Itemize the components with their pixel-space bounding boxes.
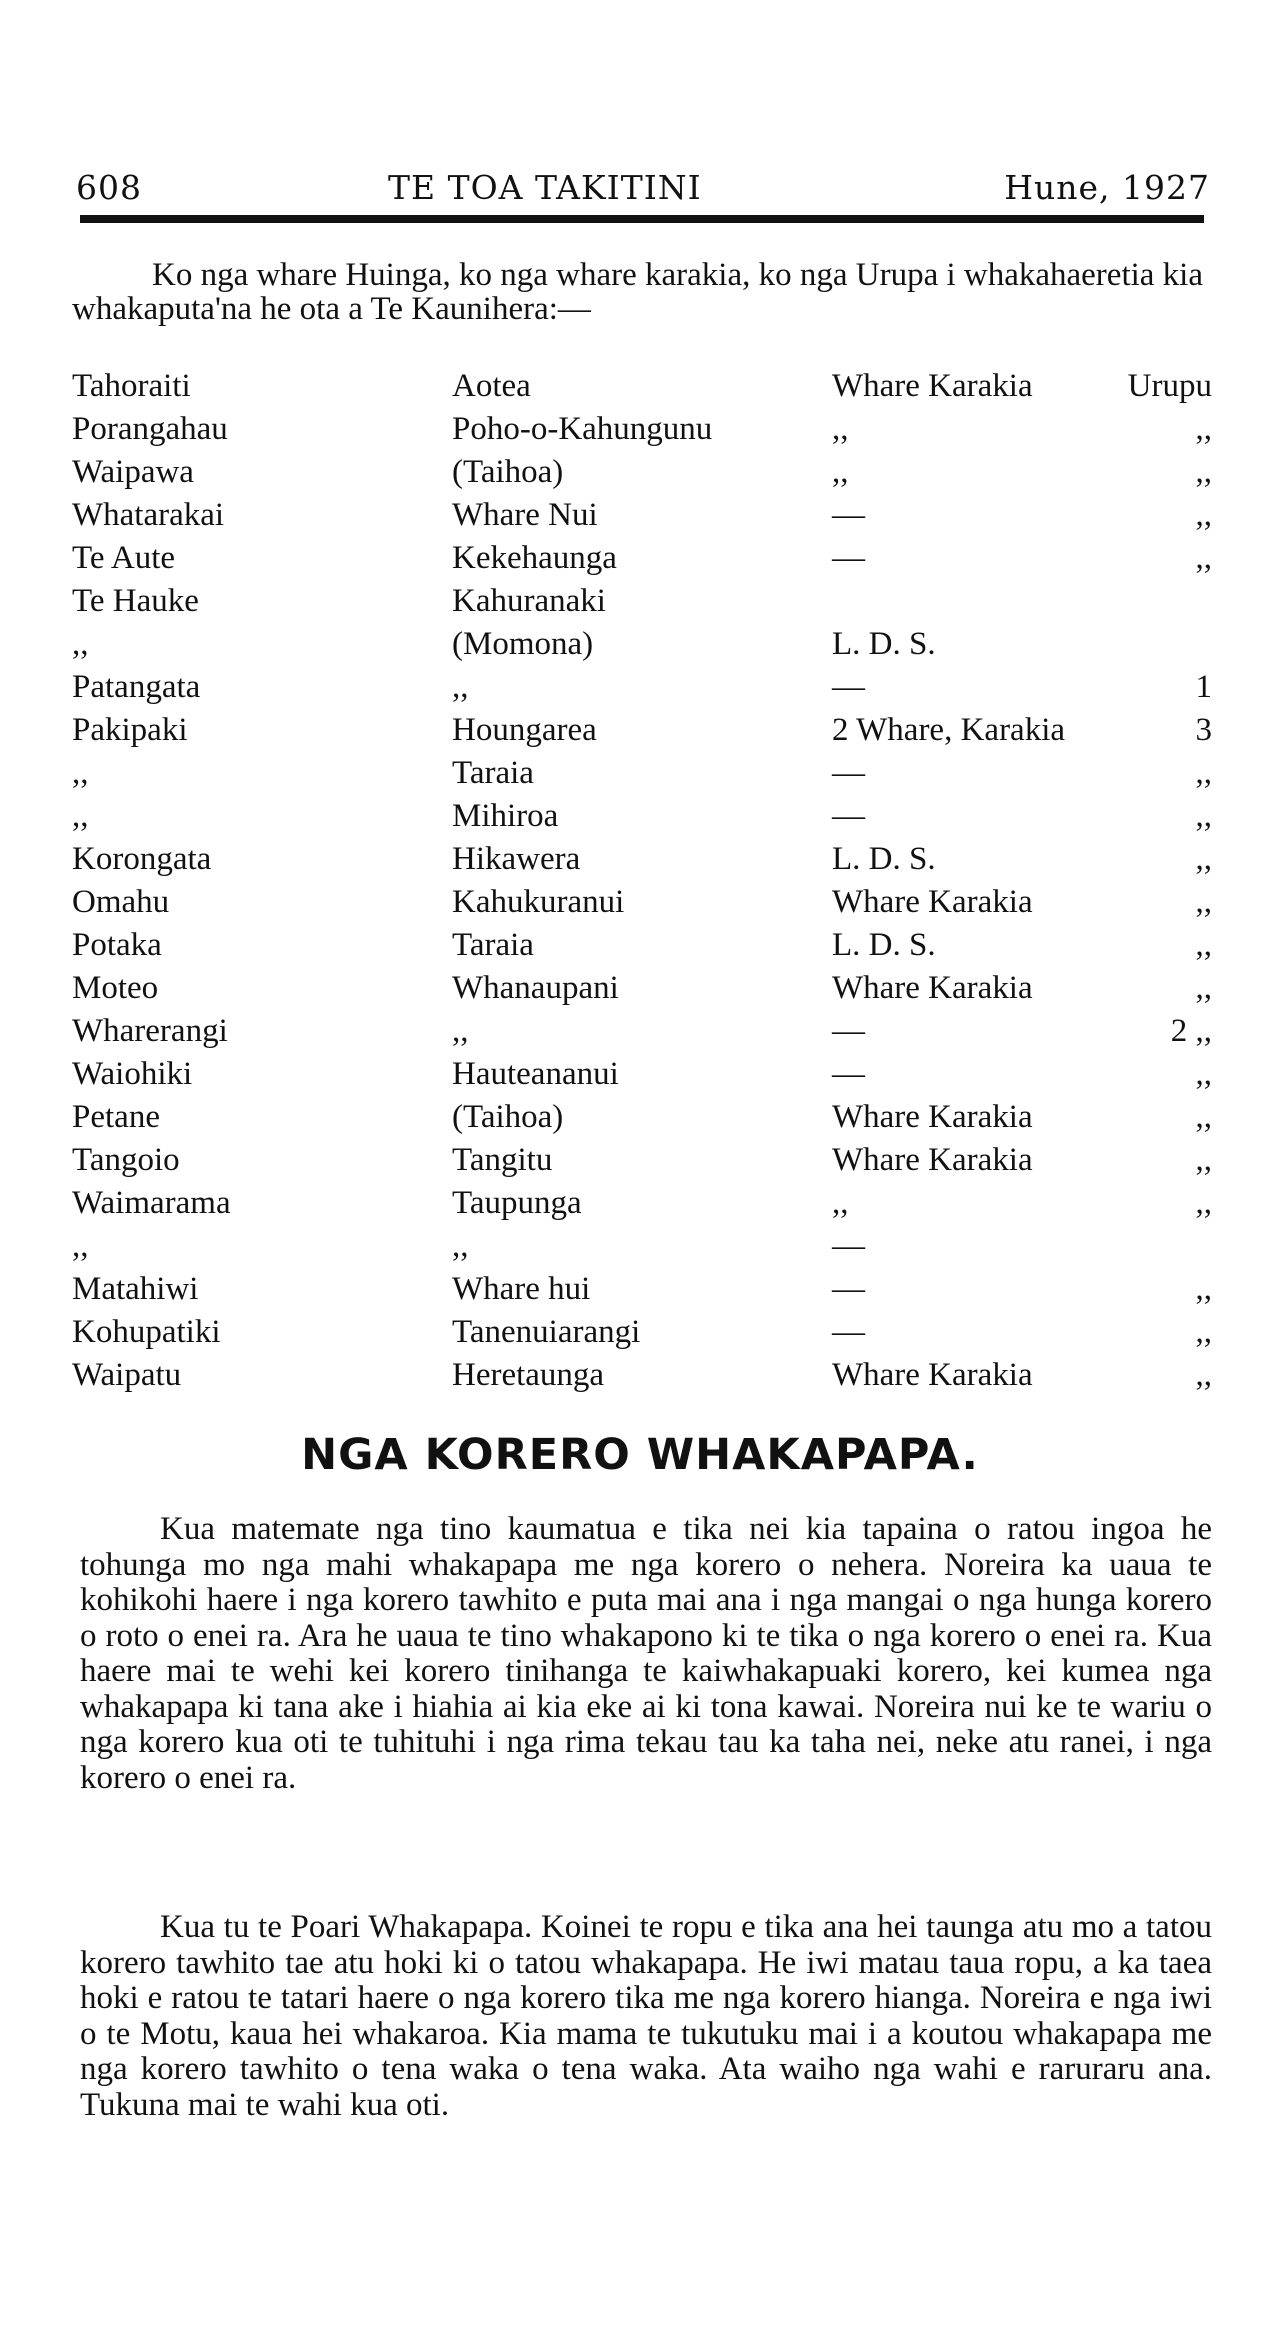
table-row [72, 927, 1212, 970]
table-row [72, 540, 1212, 583]
table-row [72, 970, 1212, 1013]
table-cell-church: 2 Whare, Karakia [832, 712, 1066, 748]
table-cell-cemetery: ,, [1195, 1142, 1212, 1178]
table-cell-house: Heretaunga [452, 1357, 605, 1393]
table-cell-cemetery: ,, [1195, 1185, 1212, 1221]
table-cell-cemetery: ,, [1195, 540, 1212, 576]
table-cell-house: Kekehaunga [452, 540, 617, 576]
table-cell-church: Whare Karakia [832, 368, 1033, 404]
header-rule [80, 215, 1204, 223]
table-row [72, 1142, 1212, 1185]
table-cell-cemetery: ,, [1195, 1357, 1212, 1393]
table-row [72, 884, 1212, 927]
table-cell-cemetery: ,, [1195, 1271, 1212, 1307]
table-cell-house: Poho-o-Kahungunu [452, 411, 713, 447]
table-cell-cemetery: ,, [1195, 1099, 1212, 1135]
running-title: TE TOA TAKITINI [388, 168, 702, 207]
body-paragraph-2 [80, 1910, 1212, 2123]
table-cell-church: Whare Karakia [832, 1142, 1033, 1178]
table-cell-cemetery: 1 [1195, 669, 1212, 705]
table-row [72, 1013, 1212, 1056]
table-cell-house: Mihiroa [452, 798, 559, 834]
table-cell-house: Houngarea [452, 712, 597, 748]
table-cell-house: ,, [452, 1228, 469, 1264]
table-cell-church: Whare Karakia [832, 1099, 1033, 1135]
table-cell-cemetery: ,, [1195, 411, 1212, 447]
table-cell-church: L. D. S. [832, 841, 936, 877]
table-cell-church: — [832, 798, 865, 834]
table-cell-place: Waipatu [72, 1357, 182, 1393]
table-row [72, 411, 1212, 454]
table-row [72, 583, 1212, 626]
table-cell-church: — [832, 497, 865, 533]
table-cell-house: (Taihoa) [452, 1099, 564, 1135]
table-cell-house: Whare Nui [452, 497, 598, 533]
paragraph-text: Kua tu te Poari Whakapapa. Koinei te ropu e tika ana hei taunga atu mo a tatou korero tawhito tae atu hoki ki o tatou whakapapa. He iwi matau taua ropu, a ka taea hoki e ratou te tatari haere o nga korero tika me nga korero hianga. Noreira e nga iwi o te Motu, kaua hei whakaroa. Kia mama te tukutuku mai i a koutou whakapapa me nga korero tawhito o tena waka o tena waka. Ata waiho nga wahi e raruraru ana. Tukuna mai te wahi kua oti. [80, 1909, 1212, 2123]
table-row [72, 1099, 1212, 1142]
table-cell-place: Pakipaki [72, 712, 188, 748]
table-cell-place: Kohupatiki [72, 1314, 221, 1350]
table-row [72, 454, 1212, 497]
table-cell-church: — [832, 1056, 865, 1092]
table-cell-church: — [832, 669, 865, 705]
table-cell-place: Matahiwi [72, 1271, 199, 1307]
table-row [72, 1357, 1212, 1400]
table-cell-house: Taraia [452, 755, 534, 791]
table-cell-house: Taupunga [452, 1185, 582, 1221]
table-cell-house: Whanaupani [452, 970, 619, 1006]
table-cell-house: ,, [452, 1013, 469, 1049]
table-cell-church: ,, [832, 1185, 849, 1221]
table-cell-place: Whatarakai [72, 497, 225, 533]
table-cell-house: Tangitu [452, 1142, 553, 1178]
table-cell-place: Waipawa [72, 454, 194, 490]
issue-date: Hune, 1927 [1004, 168, 1210, 207]
table-cell-place: Korongata [72, 841, 212, 877]
table-cell-house: Kahuranaki [452, 583, 606, 619]
table-row [72, 669, 1212, 712]
table-row [72, 368, 1212, 411]
table-cell-house: Whare hui [452, 1271, 591, 1307]
table-cell-place: Potaka [72, 927, 162, 963]
table-row [72, 712, 1212, 755]
table-row [72, 841, 1212, 884]
table-cell-place: Waiohiki [72, 1056, 193, 1092]
table-cell-church: — [832, 540, 865, 576]
page-number: 608 [76, 168, 142, 207]
table-cell-place: Te Aute [72, 540, 176, 576]
table-cell-cemetery: ,, [1195, 497, 1212, 533]
table-cell-cemetery: ,, [1195, 1314, 1212, 1350]
table-cell-cemetery: 2 ,, [1170, 1013, 1212, 1049]
table-cell-house: Kahukuranui [452, 884, 625, 920]
table-cell-cemetery: ,, [1195, 755, 1212, 791]
places-table [72, 368, 1212, 1400]
table-row [72, 1314, 1212, 1357]
table-cell-place: Wharerangi [72, 1013, 228, 1049]
table-cell-cemetery: ,, [1195, 927, 1212, 963]
page-header [76, 168, 1210, 210]
table-cell-house: Aotea [452, 368, 531, 404]
intro-paragraph: Ko nga whare Huinga, ko nga whare karakia, ko nga Urupa i whakahaeretia kia whakaputa'na he ota a Te Kaunihera:— [72, 257, 1203, 327]
table-cell-church: ,, [832, 411, 849, 447]
table-cell-house: Taraia [452, 927, 534, 963]
table-cell-place: Moteo [72, 970, 159, 1006]
table-cell-cemetery: ,, [1195, 454, 1212, 490]
table-cell-church: — [832, 1013, 865, 1049]
table-cell-place: Te Hauke [72, 583, 199, 619]
table-cell-church: Whare Karakia [832, 970, 1033, 1006]
table-cell-place: Tahoraiti [72, 368, 191, 404]
table-row [72, 1228, 1212, 1271]
table-cell-cemetery: ,, [1195, 884, 1212, 920]
table-cell-house: Hauteananui [452, 1056, 619, 1092]
table-cell-cemetery: 3 [1195, 712, 1212, 748]
table-cell-church: L. D. S. [832, 626, 936, 662]
table-row [72, 798, 1212, 841]
table-cell-cemetery: ,, [1195, 970, 1212, 1006]
table-row [72, 755, 1212, 798]
table-cell-place: ,, [72, 626, 89, 662]
table-cell-church: L. D. S. [832, 927, 936, 963]
table-cell-place: ,, [72, 798, 89, 834]
body-paragraph-1 [80, 1512, 1212, 1796]
table-cell-cemetery: ,, [1195, 798, 1212, 834]
table-cell-cemetery: ,, [1195, 1056, 1212, 1092]
table-cell-place: Patangata [72, 669, 201, 705]
table-cell-church: ,, [832, 454, 849, 490]
table-cell-cemetery: Urupu [1127, 368, 1212, 404]
table-cell-house: (Taihoa) [452, 454, 564, 490]
table-cell-house: Tanenuiarangi [452, 1314, 641, 1350]
table-row [72, 1185, 1212, 1228]
table-cell-place: Petane [72, 1099, 160, 1135]
table-row [72, 1056, 1212, 1099]
table-row [72, 1271, 1212, 1314]
intro-text [72, 258, 1212, 326]
table-cell-church: — [832, 1228, 865, 1264]
section-heading: NGA KORERO WHAKAPAPA. [301, 1430, 979, 1480]
table-cell-house: (Momona) [452, 626, 594, 662]
table-cell-house: ,, [452, 669, 469, 705]
table-row [72, 626, 1212, 669]
table-row [72, 497, 1212, 540]
table-cell-church: — [832, 1271, 865, 1307]
table-cell-church: — [832, 1314, 865, 1350]
table-cell-place: Porangahau [72, 411, 228, 447]
table-cell-place: Waimarama [72, 1185, 231, 1221]
table-cell-place: ,, [72, 755, 89, 791]
table-cell-place: Omahu [72, 884, 170, 920]
table-cell-house: Hikawera [452, 841, 581, 877]
table-cell-place: Tangoio [72, 1142, 180, 1178]
paragraph-text: Kua matemate nga tino kaumatua e tika nei kia tapaina o ratou ingoa he tohunga mo nga mahi whakapapa me nga korero o nehera. Noreira ka uaua te kohikohi haere i nga korero tawhito e puta mai ana i nga mangai o nga hunga korero o roto o enei ra. Ara he uaua te tino whakapono ki te tika o nga korero o enei ra. Kua haere mai te wehi kei korero tinihanga te kaiwhakapuaki korero, kei kumea nga whakapapa ki tana ake i hiahia ai kia eke ai ki tona kawai. Noreira nui ke te wariu o nga korero kua oti te tuhituhi i nga rima tekau tau ka taha nei, neke atu ranei, i nga korero o enei ra. [80, 1511, 1212, 1796]
table-cell-church: Whare Karakia [832, 884, 1033, 920]
table-cell-cemetery: ,, [1195, 841, 1212, 877]
table-cell-place: ,, [72, 1228, 89, 1264]
table-cell-church: — [832, 755, 865, 791]
table-cell-church: Whare Karakia [832, 1357, 1033, 1393]
